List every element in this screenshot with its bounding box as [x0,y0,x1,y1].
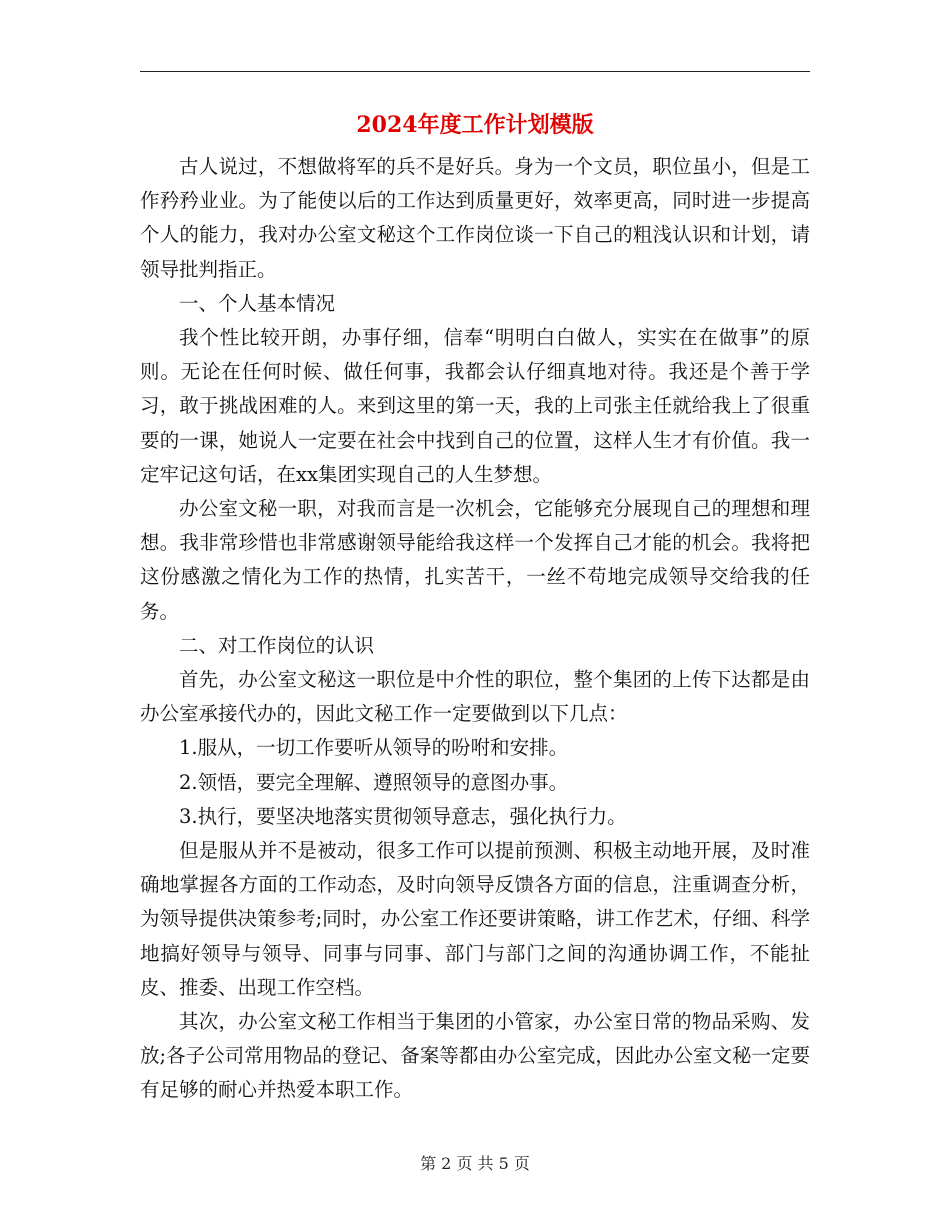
list-item-1: 1.服从，一切工作要听从领导的吩咐和安排。 [179,736,569,760]
paragraph-opportunity: 办公室文秘一职，对我而言是一次机会，它能够充分展现自己的理想和理想。我非常珍惜也非常感谢领导能给我这样一个发挥自己才能的机会。我将把这份感激之情化为工作的热情，扎实苦干，一丝不苟地完成领导交给我的任务。 [140,497,810,623]
paragraph-proactive: 但是服从并不是被动，很多工作可以提前预测、积极主动地开展，及时准确地掌握各方面的工作动态，及时向领导反馈各方面的信息，注重调查分析，为领导提供决策参考;同时，办公室工作还要讲策略，讲工作艺术，仔细、科学地搞好领导与领导、同事与同事、部门与部门之间的沟通协调工作，不能扯皮、推委、出现工作空档。 [140,839,810,999]
page-footer: 第 2 页 共 5 页 [420,1154,530,1173]
list-item-2: 2.领悟，要完全理解、遵照领导的意图办事。 [179,770,569,794]
document-title: 2024年度工作计划模版 [356,112,594,138]
paragraph-first: 首先，办公室文秘这一职位是中介性的职位，整个集团的上传下达都是由办公室承接代办的，因此文秘工作一定要做到以下几点： [140,668,810,726]
paragraph-second: 其次，办公室文秘工作相当于集团的小管家，办公室日常的物品采购、发放;各子公司常用物品的登记、备案等都由办公室完成，因此办公室文秘一定要有足够的耐心并热爱本职工作。 [140,1010,810,1102]
document-body [140,150,810,1108]
list-item-3: 3.执行，要坚决地落实贯彻领导意志，强化执行力。 [179,804,627,828]
paragraph-personal: 我个性比较开朗，办事仔细，信奉“明明白白做人，实实在在做事”的原则。无论在任何时候、做任何事，我都会认仔细真地对待。我还是个善于学习，敢于挑战困难的人。来到这里的第一天，我的上司张主任就给我上了很重要的一课，她说人一定要在社会中找到自己的位置，这样人生才有价值。我一定牢记这句话，在xx集团实现自己的人生梦想。 [140,326,810,486]
section-heading-2: 二、对工作岗位的认识 [179,633,375,657]
paragraph-intro: 古人说过，不想做将军的兵不是好兵。身为一个文员，职位虽小，但是工作矜矜业业。为了能使以后的工作达到质量更好，效率更高，同时进一步提高个人的能力，我对办公室文秘这个工作岗位谈一下自己的粗浅认识和计划，请领导批判指正。 [140,155,810,281]
header-rule [140,71,810,72]
section-heading-1: 一、个人基本情况 [179,291,336,315]
